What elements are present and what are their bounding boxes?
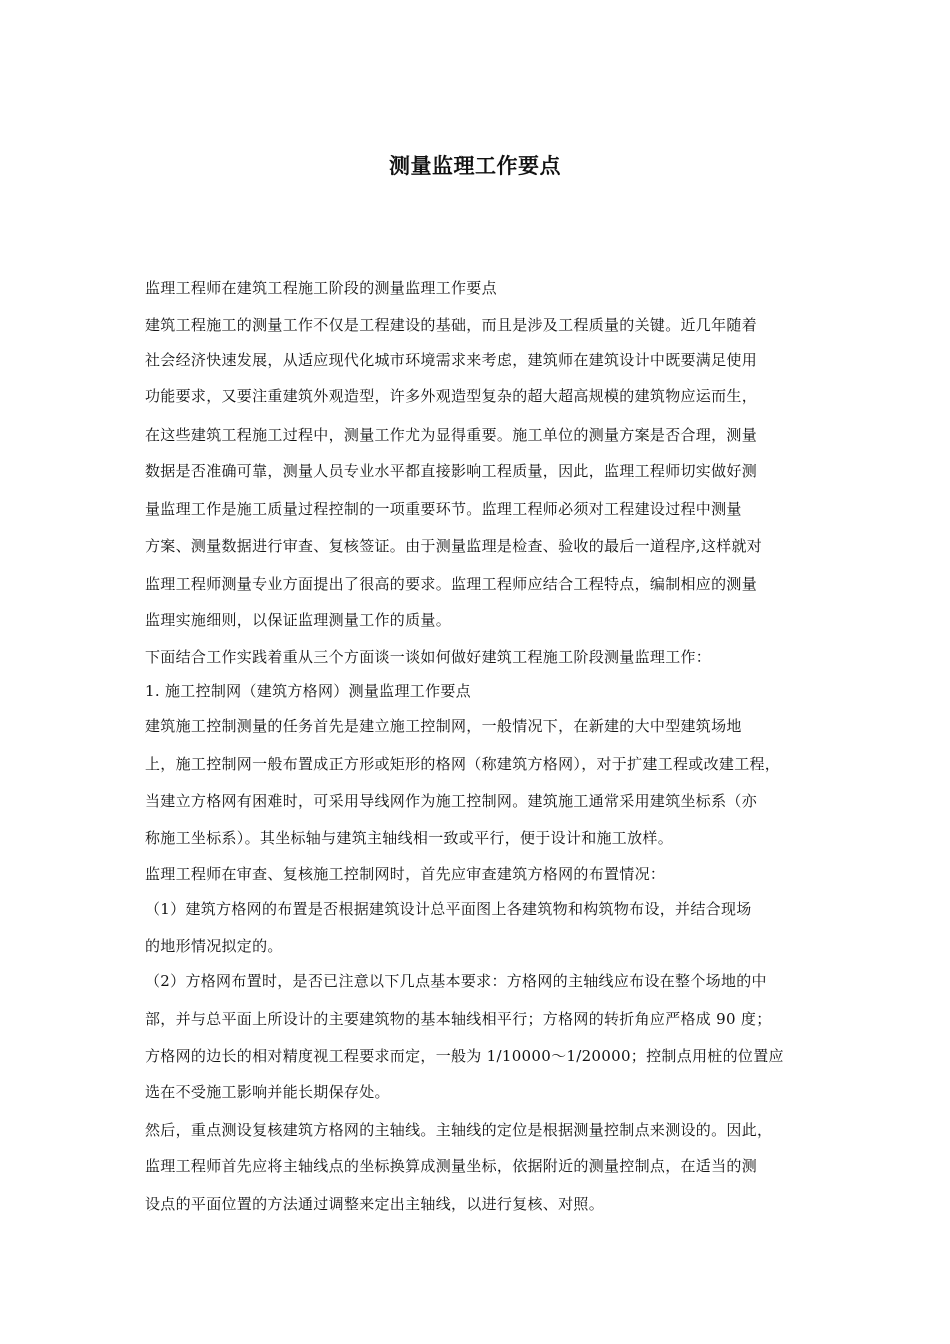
text-line: 部，并与总平面上所设计的主要建筑物的基本轴线相平行；方格网的转折角应严格成 90 度； [145, 1010, 772, 1028]
text-line: 建筑施工控制测量的任务首先是建立施工控制网，一般情况下，在新建的大中型建筑场地 [145, 717, 742, 735]
text-line: （1）建筑方格网的布置是否根据建筑设计总平面图上各建筑物和构筑物布设，并结合现场 [145, 900, 752, 918]
text-line: 方格网的边长的相对精度视工程要求而定，一般为 1/10000～1/20000；控制点用桩的位置应 [145, 1047, 784, 1065]
page-title: 测量监理工作要点 [389, 153, 561, 178]
text-line: 社会经济快速发展，从适应现代化城市环境需求来考虑，建筑师在建筑设计中既要满足使用 [145, 351, 758, 369]
text-line: 建筑工程施工的测量工作不仅是工程建设的基础，而且是涉及工程质量的关键。近几年随着 [145, 316, 758, 334]
text-line: 然后，重点测设复核建筑方格网的主轴线。主轴线的定位是根据测量控制点来测设的。因此， [145, 1121, 773, 1139]
text-line: 的地形情况拟定的。 [145, 937, 283, 955]
text-line: 监理工程师在建筑工程施工阶段的测量监理工作要点 [145, 279, 497, 297]
text-line: 量监理工作是施工质量过程控制的一项重要环节。监理工程师必须对工程建设过程中测量 [145, 500, 742, 518]
text-line: 设点的平面位置的方法通过调整来定出主轴线，以进行复核、对照。 [145, 1195, 605, 1213]
text-line: 监理实施细则，以保证监理测量工作的质量。 [145, 611, 452, 629]
text-line: 称施工坐标系）。其坐标轴与建筑主轴线相一致或平行，便于设计和施工放样。 [145, 829, 674, 847]
text-line: 监理工程师首先应将主轴线点的坐标换算成测量坐标，依据附近的测量控制点，在适当的测 [145, 1157, 758, 1175]
text-line: 功能要求，又要注重建筑外观造型，许多外观造型复杂的超大超高规模的建筑物应运而生， [145, 387, 758, 405]
text-line: 监理工程师在审查、复核施工控制网时，首先应审查建筑方格网的布置情况： [145, 865, 666, 883]
text-line: 上，施工控制网一般布置成正方形或矩形的格网（称建筑方格网），对于扩建工程或改建工程， [145, 755, 781, 773]
text-line: 选在不受施工影响并能长期保存处。 [145, 1083, 390, 1101]
text-line: 数据是否准确可靠，测量人员专业水平都直接影响工程质量，因此，监理工程师切实做好测 [145, 462, 758, 480]
text-line: 监理工程师测量专业方面提出了很高的要求。监理工程师应结合工程特点，编制相应的测量 [145, 575, 758, 593]
text-line: 在这些建筑工程施工过程中，测量工作尤为显得重要。施工单位的测量方案是否合理，测量 [145, 426, 758, 444]
text-line: 下面结合工作实践着重从三个方面谈一谈如何做好建筑工程施工阶段测量监理工作： [145, 648, 712, 666]
section-heading: 1. 施工控制网（建筑方格网）测量监理工作要点 [145, 682, 471, 700]
text-line: 方案、测量数据进行审查、复核签证。由于测量监理是检查、验收的最后一道程序,这样就对 [145, 537, 763, 555]
text-line: 当建立方格网有困难时，可采用导线网作为施工控制网。建筑施工通常采用建筑坐标系（亦 [145, 792, 758, 810]
text-line: （2）方格网布置时，是否已注意以下几点基本要求：方格网的主轴线应布设在整个场地的中 [145, 972, 767, 990]
